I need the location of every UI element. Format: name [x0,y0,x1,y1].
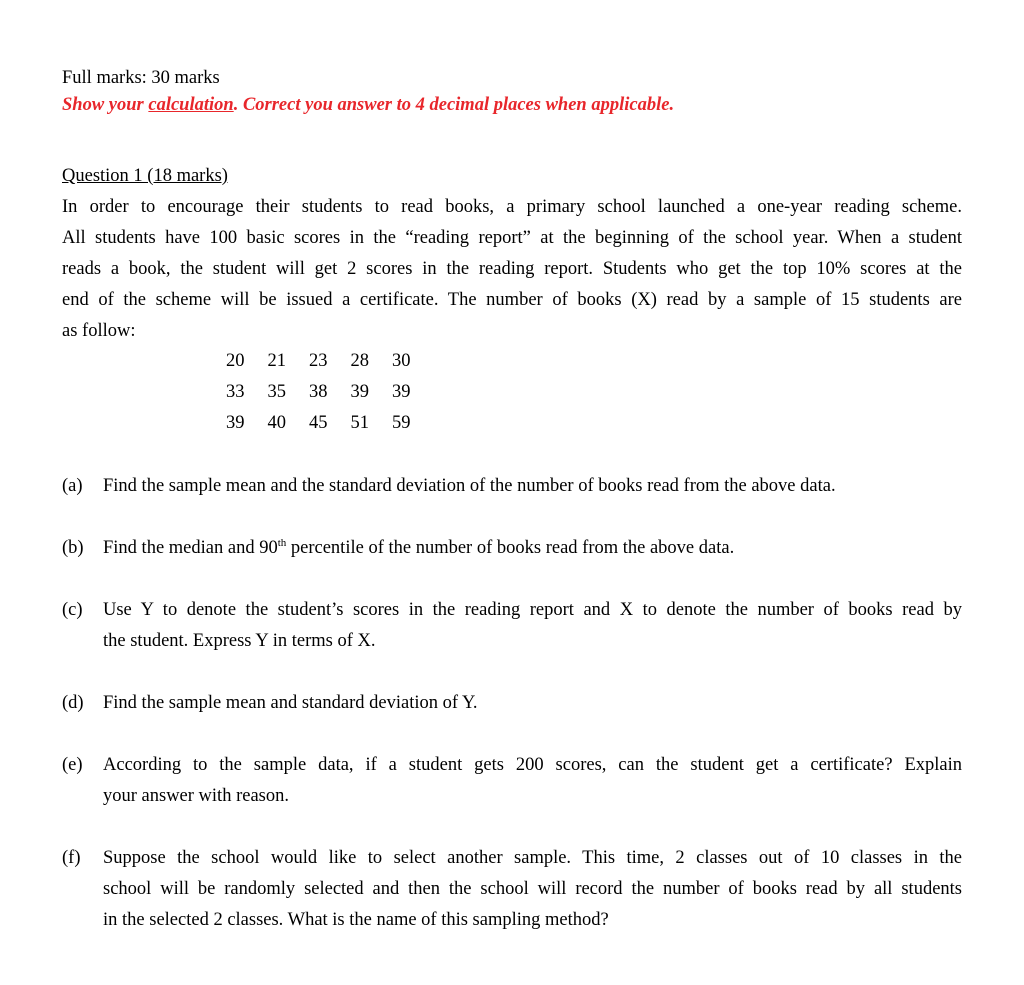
part-d-label: (d) [62,693,84,713]
data-cell: 59 [392,413,411,433]
data-cell: 51 [350,413,369,433]
question-line-4: end of the scheme will be issued a certificate. The number of books (X) read by a sample of 15 students are [62,290,962,310]
part-b-text-pre: Find the median and 90 [103,538,278,558]
data-cell: 40 [267,413,286,433]
instruction-text [62,94,674,116]
data-cell: 39 [350,382,369,402]
part-f-label: (f) [62,848,81,868]
data-cell: 39 [226,413,245,433]
question-line-1: In order to encourage their students to read books, a primary school launched a one-year reading scheme. [62,197,962,217]
data-cell: 28 [350,351,369,371]
part-e-label: (e) [62,755,83,775]
part-f-line-2: school will be randomly selected and then the school will record the number of books read by all students [103,879,962,899]
data-cell: 39 [392,382,411,402]
question-title: Question 1 (18 marks) [62,166,228,186]
instruction-calculation: calculation [148,95,234,115]
data-cell: 45 [309,413,328,433]
part-e-line-1: According to the sample data, if a student gets 200 scores, can the student get a certificate? Explain [103,755,962,775]
part-a-text: Find the sample mean and the standard deviation of the number of books read from the above data. [103,476,836,496]
part-d-text: Find the sample mean and standard deviation of Y. [103,693,478,713]
data-cell: 35 [267,382,286,402]
data-row [226,350,434,381]
part-a-label: (a) [62,476,83,496]
part-c-line-2: the student. Express Y in terms of X. [103,631,376,651]
part-b-text-post: percentile of the number of books read from the above data. [286,538,735,558]
part-b-label: (b) [62,538,84,558]
part-e-line-2: your answer with reason. [103,786,289,806]
data-cell: 23 [309,351,328,371]
part-c-label: (c) [62,600,83,620]
question-line-3: reads a book, the student will get 2 scores in the reading report. Students who get the top 10% scores at the [62,259,962,279]
part-c-line-1: Use Y to denote the student’s scores in the reading report and X to denote the number of books read by [103,600,962,620]
part-b-superscript: th [277,536,287,549]
instruction-rest: . Correct you answer to 4 decimal places when applicable. [233,95,675,115]
data-cell: 21 [267,351,286,371]
instruction-show: Show your [62,95,149,115]
part-b-text [103,537,734,559]
data-table [226,350,434,443]
part-f-line-1: Suppose the school would like to select another sample. This time, 2 classes out of 10 classes in the [103,848,962,868]
data-cell: 30 [392,351,411,371]
data-row [226,381,434,412]
part-f-line-3: in the selected 2 classes. What is the name of this sampling method? [103,910,609,930]
question-line-5: as follow: [62,321,136,341]
full-marks-text: Full marks: 30 marks [62,68,220,88]
data-cell: 20 [226,351,245,371]
data-row [226,412,434,443]
data-cell: 33 [226,382,245,402]
data-cell: 38 [309,382,328,402]
question-line-2: All students have 100 basic scores in the “reading report” at the beginning of the school year. When a student [62,228,962,248]
